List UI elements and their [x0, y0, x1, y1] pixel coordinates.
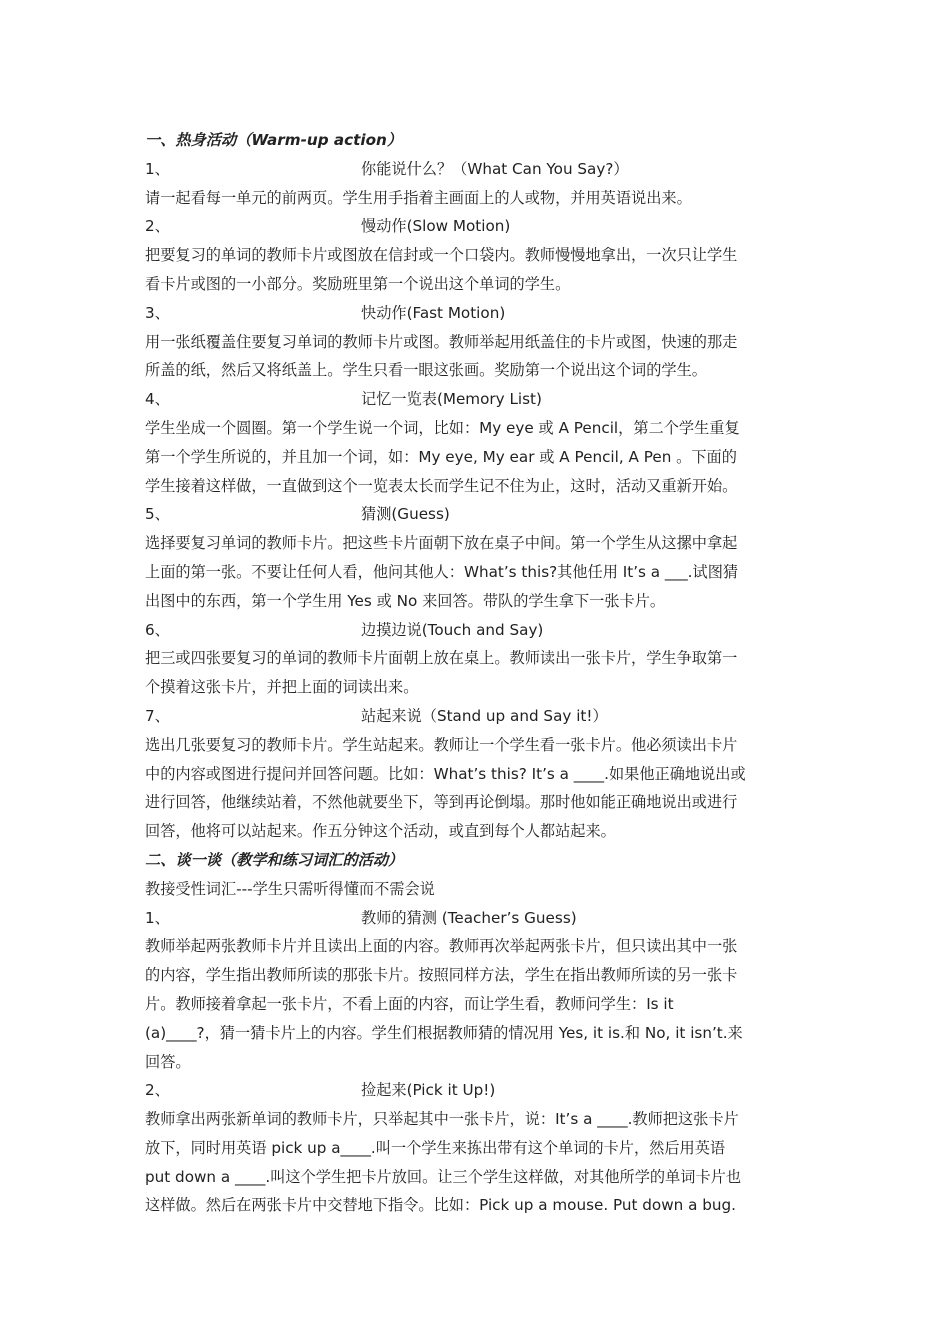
- section-intro: 教接受性词汇---学生只需听得懂而不需会说: [145, 879, 435, 898]
- activity-description-line: 选出几张要复习的教师卡片。学生站起来。教师让一个学生看一张卡片。他必须读出卡片: [145, 735, 738, 754]
- activity-title: 教师的猜测 (Teacher’s Guess): [361, 908, 577, 927]
- activity-number: 3、: [145, 303, 170, 322]
- activity-description-line: 看卡片或图的一小部分。奖励班里第一个说出这个单词的学生。: [145, 274, 571, 293]
- activity-number: 1、: [145, 908, 170, 927]
- section: [145, 846, 810, 1220]
- activity-description-line: 教师举起两张教师卡片并且读出上面的内容。教师再次举起两张卡片，但只读出其中一张: [145, 937, 738, 956]
- activity-title: 边摸边说(Touch and Say): [361, 620, 544, 639]
- activity-description-line: 学生坐成一个圆圈。第一个学生说一个词，比如：My eye 或 A Pencil，第二个学生重复: [145, 418, 740, 437]
- activity-heading: [145, 616, 810, 645]
- activity-heading: [145, 904, 810, 933]
- activity-number: 4、: [145, 390, 170, 409]
- activity-number: 2、: [145, 217, 170, 236]
- activity-description-line: 片。教师接着拿起一张卡片，不看上面的内容，而让学生看，教师问学生：Is it: [145, 994, 674, 1013]
- activity-description-line: (a)____?，猜一猜卡片上的内容。学生们根据教师猜的情况用 Yes, it is.和 No, it isn’t.来: [145, 1023, 743, 1042]
- activity-description-line: 用一张纸覆盖住要复习单词的教师卡片或图。教师举起用纸盖住的卡片或图，快速的那走: [145, 332, 738, 351]
- activity-description-line: 的内容，学生指出教师所读的那张卡片。按照同样方法，学生在指出教师所读的另一张卡: [145, 966, 738, 985]
- activity-number: 1、: [145, 159, 170, 178]
- activity-heading: [145, 299, 810, 328]
- activity-description-line: 选择要复习单词的教师卡片。把这些卡片面朝下放在桌子中间。第一个学生从这摞中拿起: [145, 534, 738, 553]
- activity-description-line: 学生接着这样做，一直做到这个一览表太长而学生记不住为止，这时，活动又重新开始。: [145, 476, 738, 495]
- activity-description-line: 把要复习的单词的教师卡片或图放在信封或一个口袋内。教师慢慢地拿出，一次只让学生: [145, 246, 738, 265]
- activity-heading: [145, 500, 810, 529]
- activity-heading: [145, 1076, 810, 1105]
- activity-description-line: put down a ____.叫这个学生把卡片放回。让三个学生这样做，对其他所学的单词卡片也: [145, 1167, 742, 1186]
- activity-description-line: 这样做。然后在两张卡片中交替地下指令。比如：Pick up a mouse. Put down a bug.: [145, 1196, 736, 1215]
- section-heading: 二、谈一谈（教学和练习词汇的活动）: [145, 850, 404, 869]
- activity-description-line: 所盖的纸，然后又将纸盖上。学生只看一眼这张画。奖励第一个说出这个词的学生。: [145, 361, 707, 380]
- activity-number: 7、: [145, 706, 170, 725]
- section-heading: 一、热身活动（Warm-up action）: [145, 131, 403, 149]
- activity-heading: [145, 212, 810, 241]
- activity-title: 记忆一览表(Memory List): [361, 390, 542, 409]
- activity-description-line: 中的内容或图进行提问并回答问题。比如：What’s this? It’s a ____.如果他正确地说出或: [145, 764, 746, 783]
- activity-description-line: 上面的第一张。不要让任何人看，他问其他人：What’s this?其他任用 It’s a ___.试图猜: [145, 562, 739, 581]
- activity-title: 慢动作(Slow Motion): [361, 217, 511, 236]
- activity-title: 快动作(Fast Motion): [361, 303, 506, 322]
- activity-number: 2、: [145, 1081, 170, 1100]
- activity-description-line: 回答，他将可以站起来。作五分钟这个活动，或直到每个人都站起来。: [145, 822, 616, 841]
- activity-description-line: 教师拿出两张新单词的教师卡片，只举起其中一张卡片，说：It’s a ____.教师把这张卡片: [145, 1110, 739, 1129]
- section: [145, 126, 810, 846]
- activity-description-line: 回答。: [145, 1052, 191, 1071]
- activity-title: 站起来说（Stand up and Say it!）: [361, 706, 608, 725]
- activity-title: 捡起来(Pick it Up!): [361, 1081, 496, 1100]
- activity-description-line: 个摸着这张卡片，并把上面的词读出来。: [145, 678, 419, 697]
- activity-description-line: 放下，同时用英语 pick up a____.叫一个学生来拣出带有这个单词的卡片，然后用英语: [145, 1138, 726, 1157]
- document-page: [145, 126, 810, 1220]
- activity-description-line: 出图中的东西，第一个学生用 Yes 或 No 来回答。带队的学生拿下一张卡片。: [145, 591, 666, 610]
- activity-heading: [145, 155, 810, 184]
- activity-heading: [145, 385, 810, 414]
- activity-description-line: 把三或四张要复习的单词的教师卡片面朝上放在桌上。教师读出一张卡片，学生争取第一: [145, 649, 738, 668]
- activity-heading: [145, 702, 810, 731]
- activity-number: 6、: [145, 620, 170, 639]
- activity-title: 猜测(Guess): [361, 505, 450, 524]
- activity-description-line: 请一起看每一单元的前两页。学生用手指着主画面上的人或物，并用英语说出来。: [145, 188, 692, 207]
- activity-description-line: 进行回答，他继续站着，不然他就要坐下，等到再论倒塌。那时他如能正确地说出或进行: [145, 793, 738, 812]
- activity-title: 你能说什么？（What Can You Say?）: [361, 159, 629, 178]
- activity-number: 5、: [145, 505, 170, 524]
- activity-description-line: 第一个学生所说的，并且加一个词，如：My eye, My ear 或 A Pencil, A Pen 。下面的: [145, 447, 737, 466]
